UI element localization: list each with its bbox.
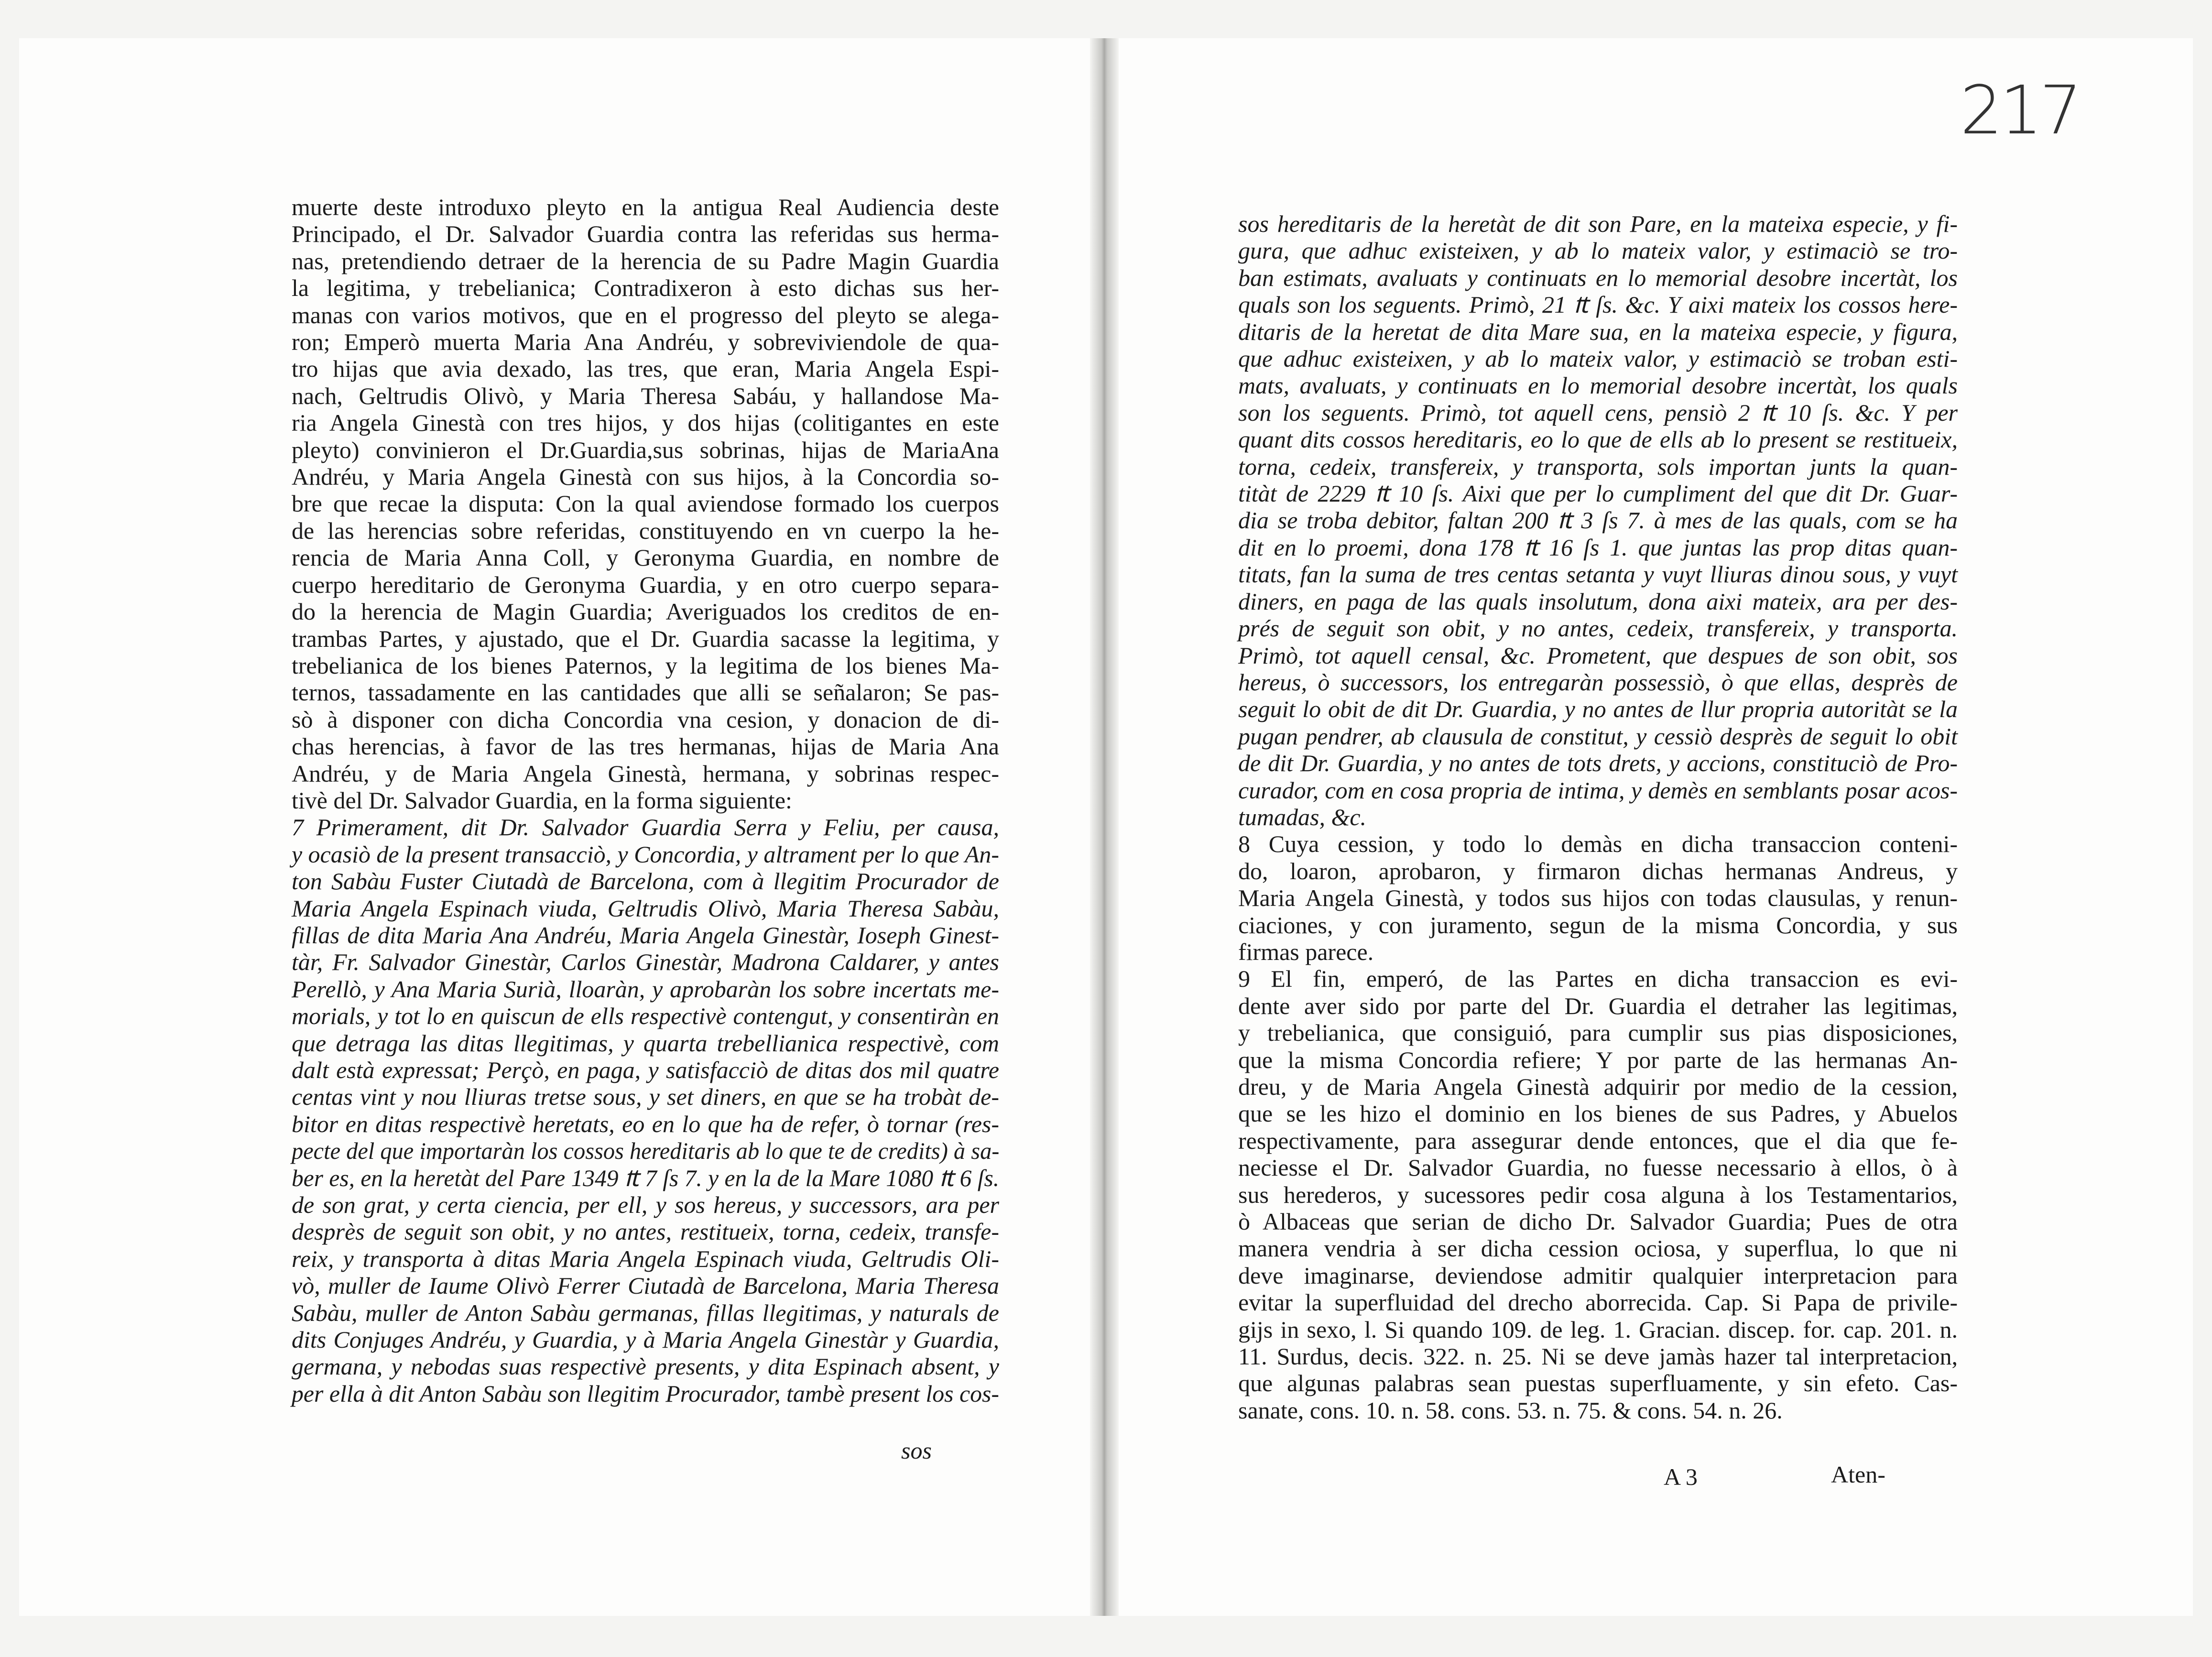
text-line: do, loaron, aprobaron, y firmaron dichas hermanas Andreus, y — [1238, 857, 1958, 884]
text-line: sò à disponer con dicha Concordia vna cesion, y donacion de di- — [292, 706, 999, 733]
text-line: sos hereditaris de la heretàt de dit son Pare, en la mateixa especie, y fi- — [1238, 210, 1958, 237]
text-line: manera vendria à ser dicha cession ociosa, y superflua, lo que ni — [1238, 1235, 1958, 1262]
text-line: germana, y nebodas suas respectivè presents, y dita Espinach absent, y — [292, 1353, 999, 1380]
text-line: bre que recae la disputa: Con la qual aviendose formado los cuerpos — [292, 490, 999, 517]
text-line: reix, y transporta à ditas Maria Angela Espinach viuda, Geltrudis Oli- — [292, 1245, 999, 1272]
text-line: 7 Primerament, dit Dr. Salvador Guardia Serra y Feliu, per causa, — [292, 814, 999, 841]
text-line: Sabàu, muller de Anton Sabàu germanas, fillas llegitimas, y naturals de — [292, 1299, 999, 1326]
text-line: respectivamente, para assegurar dende entonces, que el dia que fe- — [1238, 1127, 1958, 1154]
text-line: cuerpo hereditario de Geronyma Guardia, y en otro cuerpo separa- — [292, 571, 999, 598]
text-line: ciaciones, y con juramento, segun de la misma Concordia, y sus — [1238, 911, 1958, 938]
text-line: dit en lo proemi, dona 178 ₶ 16 ſs 1. que juntas las prop ditas quan- — [1238, 534, 1958, 561]
left-catchword: sos — [901, 1437, 932, 1464]
text-line: quant dits cossos hereditaris, eo lo que de ells ab lo present se restitueix, — [1238, 426, 1958, 453]
text-line: dits Conjuges Andréu, y Guardia, y à Maria Angela Ginestàr y Guardia, — [292, 1326, 999, 1353]
text-line: firmas parece. — [1238, 938, 1374, 965]
text-line: deve imaginarse, deviendose admitir qualquier interpretacion para — [1238, 1262, 1958, 1289]
text-line: tàr, Fr. Salvador Ginestàr, Carlos Ginestàr, Madrona Caldarer, y antes — [292, 948, 999, 976]
text-line: Principado, el Dr. Salvador Guardia contra las referidas sus herma- — [292, 220, 999, 248]
text-line: la legitima, y trebelianica; Contradixeron à esto dichas sus her- — [292, 274, 999, 302]
text-line: Andréu, y Maria Angela Ginestà con sus hijos, à la Concordia so- — [292, 463, 999, 491]
text-line: dia se troba debitor, faltan 200 ₶ 3 ſs 7. à mes de las quals, com se ha — [1238, 507, 1958, 534]
signature-mark: A 3 — [1664, 1463, 1698, 1490]
text-line: ditaris de la heretat de dita Mare sua, en la mateixa especie, y figura, — [1238, 318, 1958, 345]
text-line: sus herederos, y sucessores pedir cosa alguna à los Testamentarios, — [1238, 1181, 1958, 1208]
text-line: do la herencia de Magin Guardia; Averiguados los creditos de en- — [292, 598, 999, 625]
text-line: quals son los seguents. Primò, 21 ₶ ſs. &c. Y aixi mateix los cossos here- — [1238, 291, 1958, 318]
text-line: pecte del que importaràn los cossos hereditaris ab lo que te de credits) à sa- — [292, 1137, 1000, 1165]
text-line: mats, avaluats, y continuats en lo memorial desobre incertàt, los quals — [1238, 372, 1958, 399]
text-line: trebelianica de los bienes Paternos, y la legitima de los bienes Ma- — [292, 652, 999, 679]
text-line: dalt està expressat; Perçò, en paga, y satisfacciò de ditas dos mil quatre — [292, 1057, 999, 1083]
text-line: pleyto) convinieron el Dr.Guardia,sus sobrinas, hijas de MariaAna — [292, 436, 999, 463]
text-line: 9 El fin, emperó, de las Partes en dicha transaccion es evi- — [1238, 965, 1958, 992]
text-line: 11. Surdus, decis. 322. n. 25. Ni se deve jamàs hazer tal interpretacion, — [1238, 1343, 1958, 1370]
text-line: per ella à dit Anton Sabàu son llegitim Procurador, tambè present los cos- — [292, 1380, 999, 1407]
text-line: Primò, tot aquell censal, &c. Prometent, que despues de son obit, sos — [1238, 642, 1958, 669]
text-line: Maria Angela Espinach viuda, Geltrudis Olivò, Maria Theresa Sabàu, — [292, 894, 999, 922]
book-gutter — [1090, 38, 1119, 1616]
text-line: ban estimats, avaluats y continuats en lo memorial desobre incertàt, los — [1238, 264, 1958, 291]
text-line: ternos, tassadamente en las cantidades que alli se señalaron; Se pas- — [292, 679, 999, 706]
text-line: ber es, en la heretàt del Pare 1349 ₶ 7 ſs 7. y en la de la Mare 1080 ₶ 6 ſs. — [292, 1164, 1000, 1191]
text-line: Perellò, y Ana Maria Surià, lloaràn, y aprobaràn los sobre incertats me- — [292, 975, 999, 1003]
text-line: manas con varios motivos, que en el progresso del pleyto se alega- — [292, 301, 999, 328]
text-line: vò, muller de Iaume Olivò Ferrer Ciutadà de Barcelona, Maria Theresa — [292, 1272, 999, 1299]
text-line: que detraga las ditas llegitimas, y quarta trebellianica respectivè, com — [292, 1029, 999, 1057]
text-line: tumadas, &c. — [1238, 803, 1367, 830]
text-line: tro hijas que avia dexado, las tres, que eran, Maria Angela Espi- — [292, 355, 999, 382]
text-line: seguit lo obit de dit Dr. Guardia, y no antes de llur propria autoritàt se la — [1238, 696, 1958, 723]
text-line: que algunas palabras sean puestas superfluamente, y sin efeto. Cas- — [1238, 1370, 1958, 1397]
text-line: y trebelianica, que consiguió, para cumplir sus pias disposiciones, — [1238, 1019, 1958, 1047]
text-line: rencia de Maria Anna Coll, y Geronyma Guardia, en nombre de — [292, 544, 999, 571]
text-line: nach, Geltrudis Olivò, y Maria Theresa Sabáu, y hallandose Ma- — [292, 382, 999, 409]
text-line: que la misma Concordia refiere; Y por parte de las hermanas An- — [1238, 1046, 1958, 1073]
text-line: gura, que adhuc existeixen, y ab lo mateix valor, y estimaciò se tro- — [1238, 237, 1958, 264]
text-line: 8 Cuya cession, y todo lo demàs en dicha transaccion conteni- — [1238, 830, 1958, 858]
text-line: que se les hizo el dominio en los bienes de sus Padres, y Abuelos — [1238, 1100, 1958, 1127]
text-line: de las herencias sobre referidas, constituyendo en vn cuerpo la he- — [292, 517, 999, 544]
right-catchword: Aten- — [1831, 1461, 1885, 1488]
text-line: sanate, cons. 10. n. 58. cons. 53. n. 75. & cons. 54. n. 26. — [1238, 1396, 1783, 1424]
text-line: nas, pretendiendo detraer de la herencia de su Padre Magin Guardia — [292, 247, 999, 274]
text-line: dreu, y de Maria Angela Ginestà adquirir por medio de la cession, — [1238, 1073, 1958, 1100]
text-line: ton Sabàu Fuster Ciutadà de Barcelona, com à llegitim Procurador de — [292, 868, 999, 895]
text-line: pugan pendrer, ab clausula de constitut, y cessiò desprès de seguit lo obit — [1238, 722, 1958, 750]
text-line: prés de seguit son obit, y no antes, cedeix, transfereix, y transporta. — [1238, 615, 1958, 642]
left-page-text — [292, 194, 999, 1407]
right-page-text — [1238, 210, 1958, 1424]
text-line: dente aver sido por parte del Dr. Guardia el detraher las legitimas, — [1238, 992, 1958, 1019]
text-line: Maria Angela Ginestà, y todos sus hijos con todas clausulas, y renun- — [1238, 884, 1958, 912]
text-line: fillas de dita Maria Ana Andréu, Maria Angela Ginestàr, Ioseph Ginest- — [292, 921, 999, 948]
folio-number: 217 — [1960, 72, 2080, 150]
text-line: desprès de seguit son obit, y no antes, restitueix, torna, cedeix, transfe- — [292, 1218, 999, 1245]
text-line: titàt de 2229 ₶ 10 ſs. Aixi que per lo cumpliment del que dit Dr. Guar- — [1238, 480, 1958, 507]
text-line: trambas Partes, y ajustado, que el Dr. Guardia sacasse la legitima, y — [292, 625, 999, 652]
text-line: de son grat, y certa ciencia, per ell, y sos hereus, y successors, ara per — [292, 1191, 999, 1219]
text-line: morials, y tot lo en quiscun de ells respectivè contengut, y consentiràn en — [292, 1003, 999, 1030]
text-line: ron; Emperò muerta Maria Ana Andréu, y sobreviviendole de qua- — [292, 328, 999, 356]
text-line: diners, en paga de las quals insolutum, dona aixi mateix, ara per des- — [1238, 588, 1958, 615]
text-line: ria Angela Ginestà con tres hijos, y dos hijas (colitigantes en este — [292, 409, 999, 436]
text-line: de dit Dr. Guardia, y no antes de tots drets, y accions, constituciò de Pro- — [1238, 750, 1958, 777]
text-line: gijs in sexo, l. Si quando 109. de leg. 1. Gracian. discep. for. cap. 201. n. — [1238, 1316, 1958, 1343]
text-line: que adhuc existeixen, y ab lo mateix valor, y estimaciò se troban esti- — [1238, 345, 1958, 372]
text-line: hereus, ò successors, los entregaràn possessiò, ò que ellas, desprès de — [1238, 668, 1958, 696]
text-line: y ocasiò de la present transacciò, y Concordia, y altrament per lo que An- — [292, 840, 999, 868]
text-line: evitar la superfluidad del drecho aborrecida. Cap. Si Papa de privile- — [1238, 1289, 1958, 1316]
text-line: neciesse el Dr. Salvador Guardia, no fuesse necessario à ellos, ò à — [1238, 1154, 1958, 1181]
text-line: bitor en ditas respectivè heretats, eo en lo que ha de refer, ò tornar (res- — [292, 1110, 999, 1137]
text-line: curador, com en cosa propria de intima, y demès en semblants posar acos- — [1238, 776, 1958, 804]
text-line: muerte deste introduxo pleyto en la antigua Real Audiencia deste — [292, 194, 999, 220]
text-line: centas vint y nou lliuras tretse sous, y set diners, en que se ha trobàt de- — [292, 1083, 999, 1111]
text-line: ò Albaceas que serian de dicho Dr. Salvador Guardia; Pues de otra — [1238, 1208, 1958, 1235]
text-line: son los seguents. Primò, tot aquell cens, pensiò 2 ₶ 10 ſs. &c. Y per — [1238, 399, 1958, 426]
text-line: chas herencias, à favor de las tres hermanas, hijas de Maria Ana — [292, 733, 999, 760]
text-line: Andréu, y de Maria Angela Ginestà, hermana, y sobrinas respec- — [292, 760, 999, 787]
text-line: titats, fan la suma de tres centas setanta y vuyt lliuras dinou sous, y vuyt — [1238, 561, 1958, 588]
text-line: torna, cedeix, transfereix, y transporta, sols importan junts la quan- — [1238, 453, 1958, 480]
text-line: tivè del Dr. Salvador Guardia, en la forma siguiente: — [292, 786, 792, 814]
